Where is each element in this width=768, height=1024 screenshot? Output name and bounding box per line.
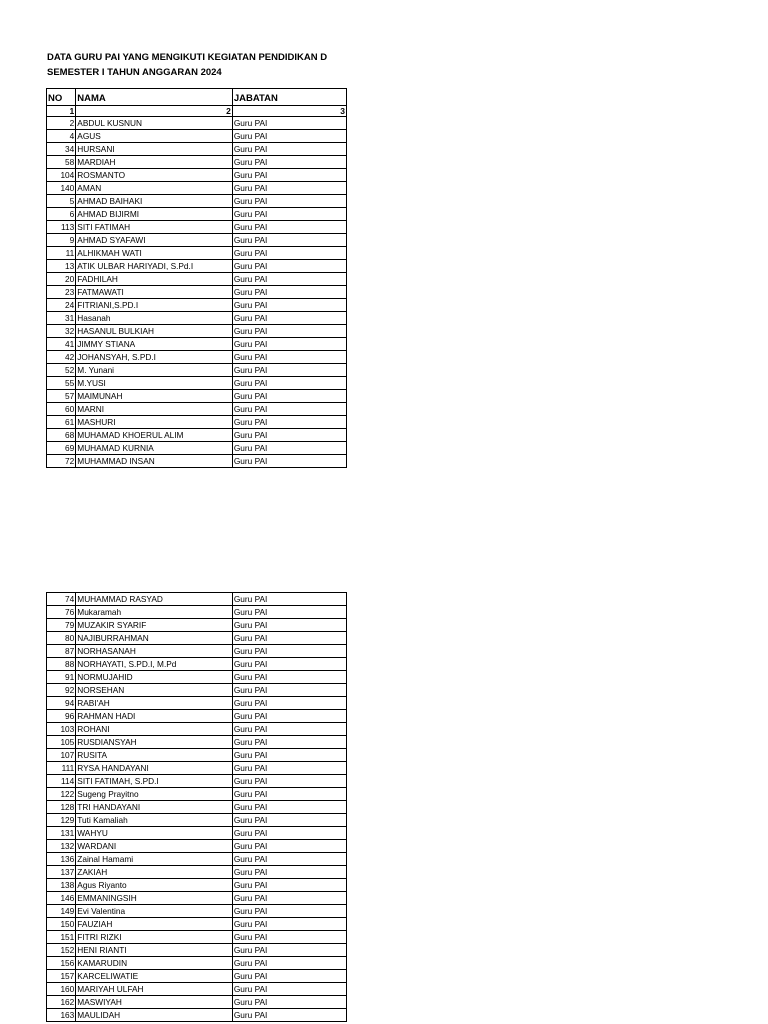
table-row — [47, 286, 347, 299]
cell-nama: TRI HANDAYANI — [76, 801, 233, 814]
table-row — [47, 775, 347, 788]
cell-no: 163 — [47, 1009, 76, 1022]
table-row — [47, 892, 347, 905]
cell-jabatan: Guru PAI — [232, 697, 346, 710]
cell-no: 104 — [47, 169, 76, 182]
table-row — [47, 208, 347, 221]
cell-jabatan: Guru PAI — [232, 312, 346, 325]
cell-no: 131 — [47, 827, 76, 840]
cell-no: 140 — [47, 182, 76, 195]
cell-jabatan: Guru PAI — [232, 658, 346, 671]
cell-no: 113 — [47, 221, 76, 234]
cell-no: 152 — [47, 944, 76, 957]
cell-no: 55 — [47, 377, 76, 390]
cell-no: 157 — [47, 970, 76, 983]
cell-jabatan: Guru PAI — [232, 156, 346, 169]
cell-no: 114 — [47, 775, 76, 788]
cell-jabatan: Guru PAI — [232, 684, 346, 697]
cell-jabatan: Guru PAI — [232, 143, 346, 156]
table-row — [47, 606, 347, 619]
teacher-table-page-1 — [46, 88, 347, 468]
cell-jabatan: Guru PAI — [232, 645, 346, 658]
table-row — [47, 710, 347, 723]
table-header-row — [47, 89, 347, 106]
cell-jabatan: Guru PAI — [232, 866, 346, 879]
cell-jabatan: Guru PAI — [232, 182, 346, 195]
cell-nama: RABI'AH — [76, 697, 233, 710]
cell-no: 122 — [47, 788, 76, 801]
cell-no: 58 — [47, 156, 76, 169]
cell-no: 146 — [47, 892, 76, 905]
table-row — [47, 169, 347, 182]
table-row — [47, 619, 347, 632]
table-row — [47, 299, 347, 312]
cell-nama: AHMAD SYAFAWI — [76, 234, 233, 247]
cell-nama: MAULIDAH — [76, 1009, 233, 1022]
cell-no: 160 — [47, 983, 76, 996]
cell-nama: M.YUSI — [76, 377, 233, 390]
table-body-page-2 — [47, 593, 347, 1022]
table-row — [47, 416, 347, 429]
cell-no: 107 — [47, 749, 76, 762]
cell-no: 20 — [47, 273, 76, 286]
cell-no: 9 — [47, 234, 76, 247]
cell-jabatan: Guru PAI — [232, 736, 346, 749]
table-row — [47, 671, 347, 684]
title-line-1: DATA GURU PAI YANG MENGIKUTI KEGIATAN PENDIDIKAN D — [47, 52, 328, 63]
table-row — [47, 853, 347, 866]
cell-nama: MASWIYAH — [76, 996, 233, 1009]
cell-no: 32 — [47, 325, 76, 338]
column-index-row — [47, 106, 347, 117]
cell-jabatan: Guru PAI — [232, 273, 346, 286]
cell-jabatan: Guru PAI — [232, 619, 346, 632]
cell-no: 61 — [47, 416, 76, 429]
cell-no: 151 — [47, 931, 76, 944]
cell-jabatan: Guru PAI — [232, 788, 346, 801]
cell-nama: MARIYAH ULFAH — [76, 983, 233, 996]
table-row — [47, 130, 347, 143]
table-row — [47, 117, 347, 130]
cell-no: 138 — [47, 879, 76, 892]
cell-no: 91 — [47, 671, 76, 684]
table-row — [47, 143, 347, 156]
table-row — [47, 866, 347, 879]
cell-jabatan: Guru PAI — [232, 723, 346, 736]
cell-nama: AGUS — [76, 130, 233, 143]
cell-jabatan: Guru PAI — [232, 455, 346, 468]
table-row — [47, 749, 347, 762]
table-row — [47, 879, 347, 892]
table-row — [47, 996, 347, 1009]
cell-nama: JIMMY STIANA — [76, 338, 233, 351]
cell-jabatan: Guru PAI — [232, 749, 346, 762]
cell-nama: AHMAD BAIHAKI — [76, 195, 233, 208]
cell-nama: Hasanah — [76, 312, 233, 325]
header-nama: NAMA — [76, 89, 233, 106]
cell-no: 13 — [47, 260, 76, 273]
cell-jabatan: Guru PAI — [232, 169, 346, 182]
cell-nama: ALHIKMAH WATI — [76, 247, 233, 260]
cell-no: 92 — [47, 684, 76, 697]
table-row — [47, 762, 347, 775]
cell-no: 34 — [47, 143, 76, 156]
cell-jabatan: Guru PAI — [232, 710, 346, 723]
table-row — [47, 442, 347, 455]
table-row — [47, 645, 347, 658]
cell-no: 74 — [47, 593, 76, 606]
cell-nama: FITRI RIZKI — [76, 931, 233, 944]
cell-nama: SITI FATIMAH — [76, 221, 233, 234]
cell-jabatan: Guru PAI — [232, 338, 346, 351]
table-row — [47, 351, 347, 364]
cell-no: 80 — [47, 632, 76, 645]
cell-nama: RUSDIANSYAH — [76, 736, 233, 749]
cell-nama: Sugeng Prayitno — [76, 788, 233, 801]
title-line-2: SEMESTER I TAHUN ANGGARAN 2024 — [47, 67, 222, 78]
cell-jabatan: Guru PAI — [232, 853, 346, 866]
cell-nama: SITI FATIMAH, S.PD.I — [76, 775, 233, 788]
cell-jabatan: Guru PAI — [232, 931, 346, 944]
cell-nama: ATIK ULBAR HARIYADI, S.Pd.I — [76, 260, 233, 273]
cell-nama: MARNI — [76, 403, 233, 416]
cell-jabatan: Guru PAI — [232, 671, 346, 684]
cell-jabatan: Guru PAI — [232, 606, 346, 619]
cell-nama: RAHMAN HADI — [76, 710, 233, 723]
cell-jabatan: Guru PAI — [232, 351, 346, 364]
header-jabatan: JABATAN — [232, 89, 346, 106]
cell-nama: ROSMANTO — [76, 169, 233, 182]
cell-jabatan: Guru PAI — [232, 390, 346, 403]
cell-jabatan: Guru PAI — [232, 1009, 346, 1022]
teacher-table-page-2 — [46, 592, 347, 1022]
table-row — [47, 247, 347, 260]
cell-no: 6 — [47, 208, 76, 221]
table-row — [47, 195, 347, 208]
cell-nama: NORMUJAHID — [76, 671, 233, 684]
table-body-page-1 — [47, 89, 347, 468]
cell-no: 150 — [47, 918, 76, 931]
cell-nama: JOHANSYAH, S.PD.I — [76, 351, 233, 364]
table-row — [47, 632, 347, 645]
cell-no: 79 — [47, 619, 76, 632]
cell-jabatan: Guru PAI — [232, 892, 346, 905]
cell-jabatan: Guru PAI — [232, 905, 346, 918]
table-row — [47, 273, 347, 286]
cell-nama: MUHAMMAD INSAN — [76, 455, 233, 468]
cell-nama: RUSITA — [76, 749, 233, 762]
cell-nama: MASHURI — [76, 416, 233, 429]
column-index-1: 1 — [47, 106, 76, 117]
cell-nama: MUZAKIR SYARIF — [76, 619, 233, 632]
cell-nama: RYSA HANDAYANI — [76, 762, 233, 775]
cell-nama: MUHAMMAD RASYAD — [76, 593, 233, 606]
document-title — [47, 50, 357, 80]
cell-jabatan: Guru PAI — [232, 377, 346, 390]
cell-nama: HASANUL BULKIAH — [76, 325, 233, 338]
table-row — [47, 658, 347, 671]
cell-jabatan: Guru PAI — [232, 429, 346, 442]
cell-jabatan: Guru PAI — [232, 416, 346, 429]
table-row — [47, 944, 347, 957]
cell-nama: KARCELIWATIE — [76, 970, 233, 983]
cell-nama: FATMAWATI — [76, 286, 233, 299]
cell-nama: NAJIBURRAHMAN — [76, 632, 233, 645]
cell-jabatan: Guru PAI — [232, 632, 346, 645]
cell-jabatan: Guru PAI — [232, 801, 346, 814]
cell-nama: FAUZIAH — [76, 918, 233, 931]
table-row — [47, 970, 347, 983]
cell-no: 2 — [47, 117, 76, 130]
table-row — [47, 983, 347, 996]
cell-nama: NORHAYATI, S.PD.I, M.Pd — [76, 658, 233, 671]
cell-jabatan: Guru PAI — [232, 325, 346, 338]
cell-jabatan: Guru PAI — [232, 247, 346, 260]
cell-jabatan: Guru PAI — [232, 117, 346, 130]
table-row — [47, 788, 347, 801]
cell-no: 149 — [47, 905, 76, 918]
cell-nama: FADHILAH — [76, 273, 233, 286]
cell-nama: Tuti Kamaliah — [76, 814, 233, 827]
cell-no: 87 — [47, 645, 76, 658]
cell-no: 128 — [47, 801, 76, 814]
table-row — [47, 182, 347, 195]
cell-jabatan: Guru PAI — [232, 130, 346, 143]
table-row — [47, 697, 347, 710]
cell-nama: Agus Riyanto — [76, 879, 233, 892]
cell-nama: KAMARUDIN — [76, 957, 233, 970]
cell-nama: M. Yunani — [76, 364, 233, 377]
cell-no: 96 — [47, 710, 76, 723]
cell-no: 76 — [47, 606, 76, 619]
cell-jabatan: Guru PAI — [232, 593, 346, 606]
cell-jabatan: Guru PAI — [232, 442, 346, 455]
cell-no: 23 — [47, 286, 76, 299]
cell-nama: FITRIANI,S.PD.I — [76, 299, 233, 312]
cell-jabatan: Guru PAI — [232, 944, 346, 957]
cell-nama: MAIMUNAH — [76, 390, 233, 403]
cell-nama: NORHASANAH — [76, 645, 233, 658]
cell-jabatan: Guru PAI — [232, 195, 346, 208]
cell-no: 42 — [47, 351, 76, 364]
cell-no: 136 — [47, 853, 76, 866]
table-row — [47, 905, 347, 918]
cell-no: 11 — [47, 247, 76, 260]
table-row — [47, 429, 347, 442]
cell-nama: Zainal Hamami — [76, 853, 233, 866]
cell-no: 52 — [47, 364, 76, 377]
cell-jabatan: Guru PAI — [232, 996, 346, 1009]
cell-no: 105 — [47, 736, 76, 749]
cell-nama: MUHAMAD KHOERUL ALIM — [76, 429, 233, 442]
cell-no: 103 — [47, 723, 76, 736]
cell-no: 57 — [47, 390, 76, 403]
cell-nama: EMMANINGSIH — [76, 892, 233, 905]
table-row — [47, 814, 347, 827]
column-index-3: 3 — [232, 106, 346, 117]
cell-jabatan: Guru PAI — [232, 286, 346, 299]
header-no: NO — [47, 89, 76, 106]
table-row — [47, 364, 347, 377]
table-row — [47, 736, 347, 749]
table-row — [47, 390, 347, 403]
cell-jabatan: Guru PAI — [232, 364, 346, 377]
table-row — [47, 455, 347, 468]
cell-nama: HENI RIANTI — [76, 944, 233, 957]
cell-no: 94 — [47, 697, 76, 710]
cell-no: 132 — [47, 840, 76, 853]
cell-jabatan: Guru PAI — [232, 208, 346, 221]
table-row — [47, 221, 347, 234]
cell-nama: MARDIAH — [76, 156, 233, 169]
cell-jabatan: Guru PAI — [232, 814, 346, 827]
cell-no: 162 — [47, 996, 76, 1009]
cell-jabatan: Guru PAI — [232, 299, 346, 312]
cell-no: 88 — [47, 658, 76, 671]
cell-jabatan: Guru PAI — [232, 879, 346, 892]
cell-no: 137 — [47, 866, 76, 879]
table-row — [47, 931, 347, 944]
cell-no: 60 — [47, 403, 76, 416]
table-row — [47, 234, 347, 247]
cell-jabatan: Guru PAI — [232, 827, 346, 840]
cell-jabatan: Guru PAI — [232, 221, 346, 234]
table-row — [47, 827, 347, 840]
cell-jabatan: Guru PAI — [232, 918, 346, 931]
cell-jabatan: Guru PAI — [232, 970, 346, 983]
column-index-2: 2 — [76, 106, 233, 117]
cell-jabatan: Guru PAI — [232, 775, 346, 788]
table-row — [47, 723, 347, 736]
cell-no: 72 — [47, 455, 76, 468]
cell-jabatan: Guru PAI — [232, 762, 346, 775]
table-row — [47, 260, 347, 273]
cell-nama: HURSANI — [76, 143, 233, 156]
cell-jabatan: Guru PAI — [232, 234, 346, 247]
table-row — [47, 377, 347, 390]
cell-nama: ABDUL KUSNUN — [76, 117, 233, 130]
table-row — [47, 156, 347, 169]
cell-no: 5 — [47, 195, 76, 208]
table-row — [47, 840, 347, 853]
cell-jabatan: Guru PAI — [232, 983, 346, 996]
cell-no: 156 — [47, 957, 76, 970]
cell-nama: AMAN — [76, 182, 233, 195]
cell-nama: MUHAMAD KURNIA — [76, 442, 233, 455]
table-row — [47, 1009, 347, 1022]
cell-no: 31 — [47, 312, 76, 325]
cell-nama: ROHANI — [76, 723, 233, 736]
cell-no: 4 — [47, 130, 76, 143]
cell-no: 111 — [47, 762, 76, 775]
table-row — [47, 918, 347, 931]
cell-no: 68 — [47, 429, 76, 442]
cell-nama: WARDANI — [76, 840, 233, 853]
table-row — [47, 325, 347, 338]
cell-no: 24 — [47, 299, 76, 312]
cell-nama: NORSEHAN — [76, 684, 233, 697]
table-row — [47, 593, 347, 606]
cell-nama: ZAKIAH — [76, 866, 233, 879]
cell-nama: Mukaramah — [76, 606, 233, 619]
cell-no: 41 — [47, 338, 76, 351]
cell-jabatan: Guru PAI — [232, 840, 346, 853]
table-row — [47, 403, 347, 416]
table-row — [47, 312, 347, 325]
cell-jabatan: Guru PAI — [232, 260, 346, 273]
table-row — [47, 684, 347, 697]
cell-nama: WAHYU — [76, 827, 233, 840]
table-row — [47, 957, 347, 970]
cell-no: 69 — [47, 442, 76, 455]
table-row — [47, 801, 347, 814]
cell-jabatan: Guru PAI — [232, 957, 346, 970]
table-row — [47, 338, 347, 351]
cell-nama: Evi Valentina — [76, 905, 233, 918]
cell-no: 129 — [47, 814, 76, 827]
cell-jabatan: Guru PAI — [232, 403, 346, 416]
cell-nama: AHMAD BIJIRMI — [76, 208, 233, 221]
